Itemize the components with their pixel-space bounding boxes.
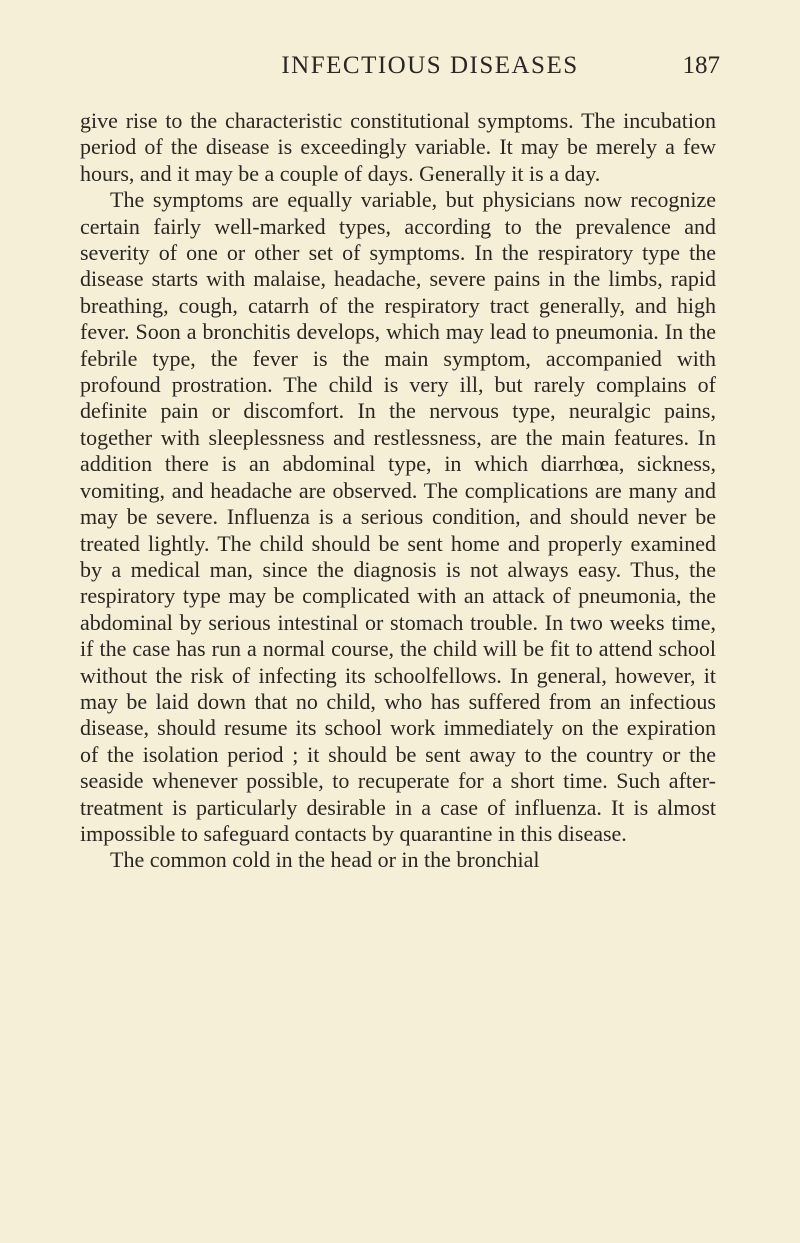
body-text <box>80 108 716 874</box>
paragraph-symptoms: The symptoms are equally variable, but physicians now recognize certain fairly well-marked types, according to the prevalence and severity of one or other set of symptoms. In the respiratory type the disease starts with malaise, headache, severe pains in the limbs, rapid breathing, cough, catarrh of the respiratory tract generally, and high fever. Soon a bronchitis develops, which may lead to pneumonia. In the febrile type, the fever is the main symptom, accompanied with profound prostration. The child is very ill, but rarely complains of definite pain or discomfort. In the nervous type, neuralgic pains, together with sleeplessness and restlessness, are the main features. In addition there is an abdominal type, in which diarrhœa, sickness, vomiting, and headache are observed. The complications are many and may be severe. Influenza is a serious condition, and should never be treated lightly. The child should be sent home and properly examined by a medical man, since the diagnosis is not always easy. Thus, the respiratory type may be complicated with an attack of pneumonia, the abdominal by serious intestinal or stomach trouble. In two weeks time, if the case has run a normal course, the child will be fit to attend school without the risk of infecting its schoolfellows. In general, however, it may be laid down that no child, who has suffered from an infectious disease, should resume its school work immediately on the expiration of the isolation period ; it should be sent away to the country or the seaside whenever possible, to recuperate for a short time. Such after-treatment is particularly desirable in a case of influenza. It is almost impossible to safeguard contacts by quarantine in this disease. <box>80 187 716 846</box>
page-number: 187 <box>682 52 720 79</box>
paragraph-common-cold: The common cold in the head or in the bronchial <box>110 847 540 873</box>
paragraph-continued: give rise to the characteristic constitutional symptoms. The incubation period of the disease is exceedingly variable. It may be merely a few hours, and it may be a couple of days. Generally it is a day. <box>80 108 716 186</box>
running-head-title: INFECTIOUS DISEASES <box>281 52 579 79</box>
running-head <box>80 52 720 92</box>
